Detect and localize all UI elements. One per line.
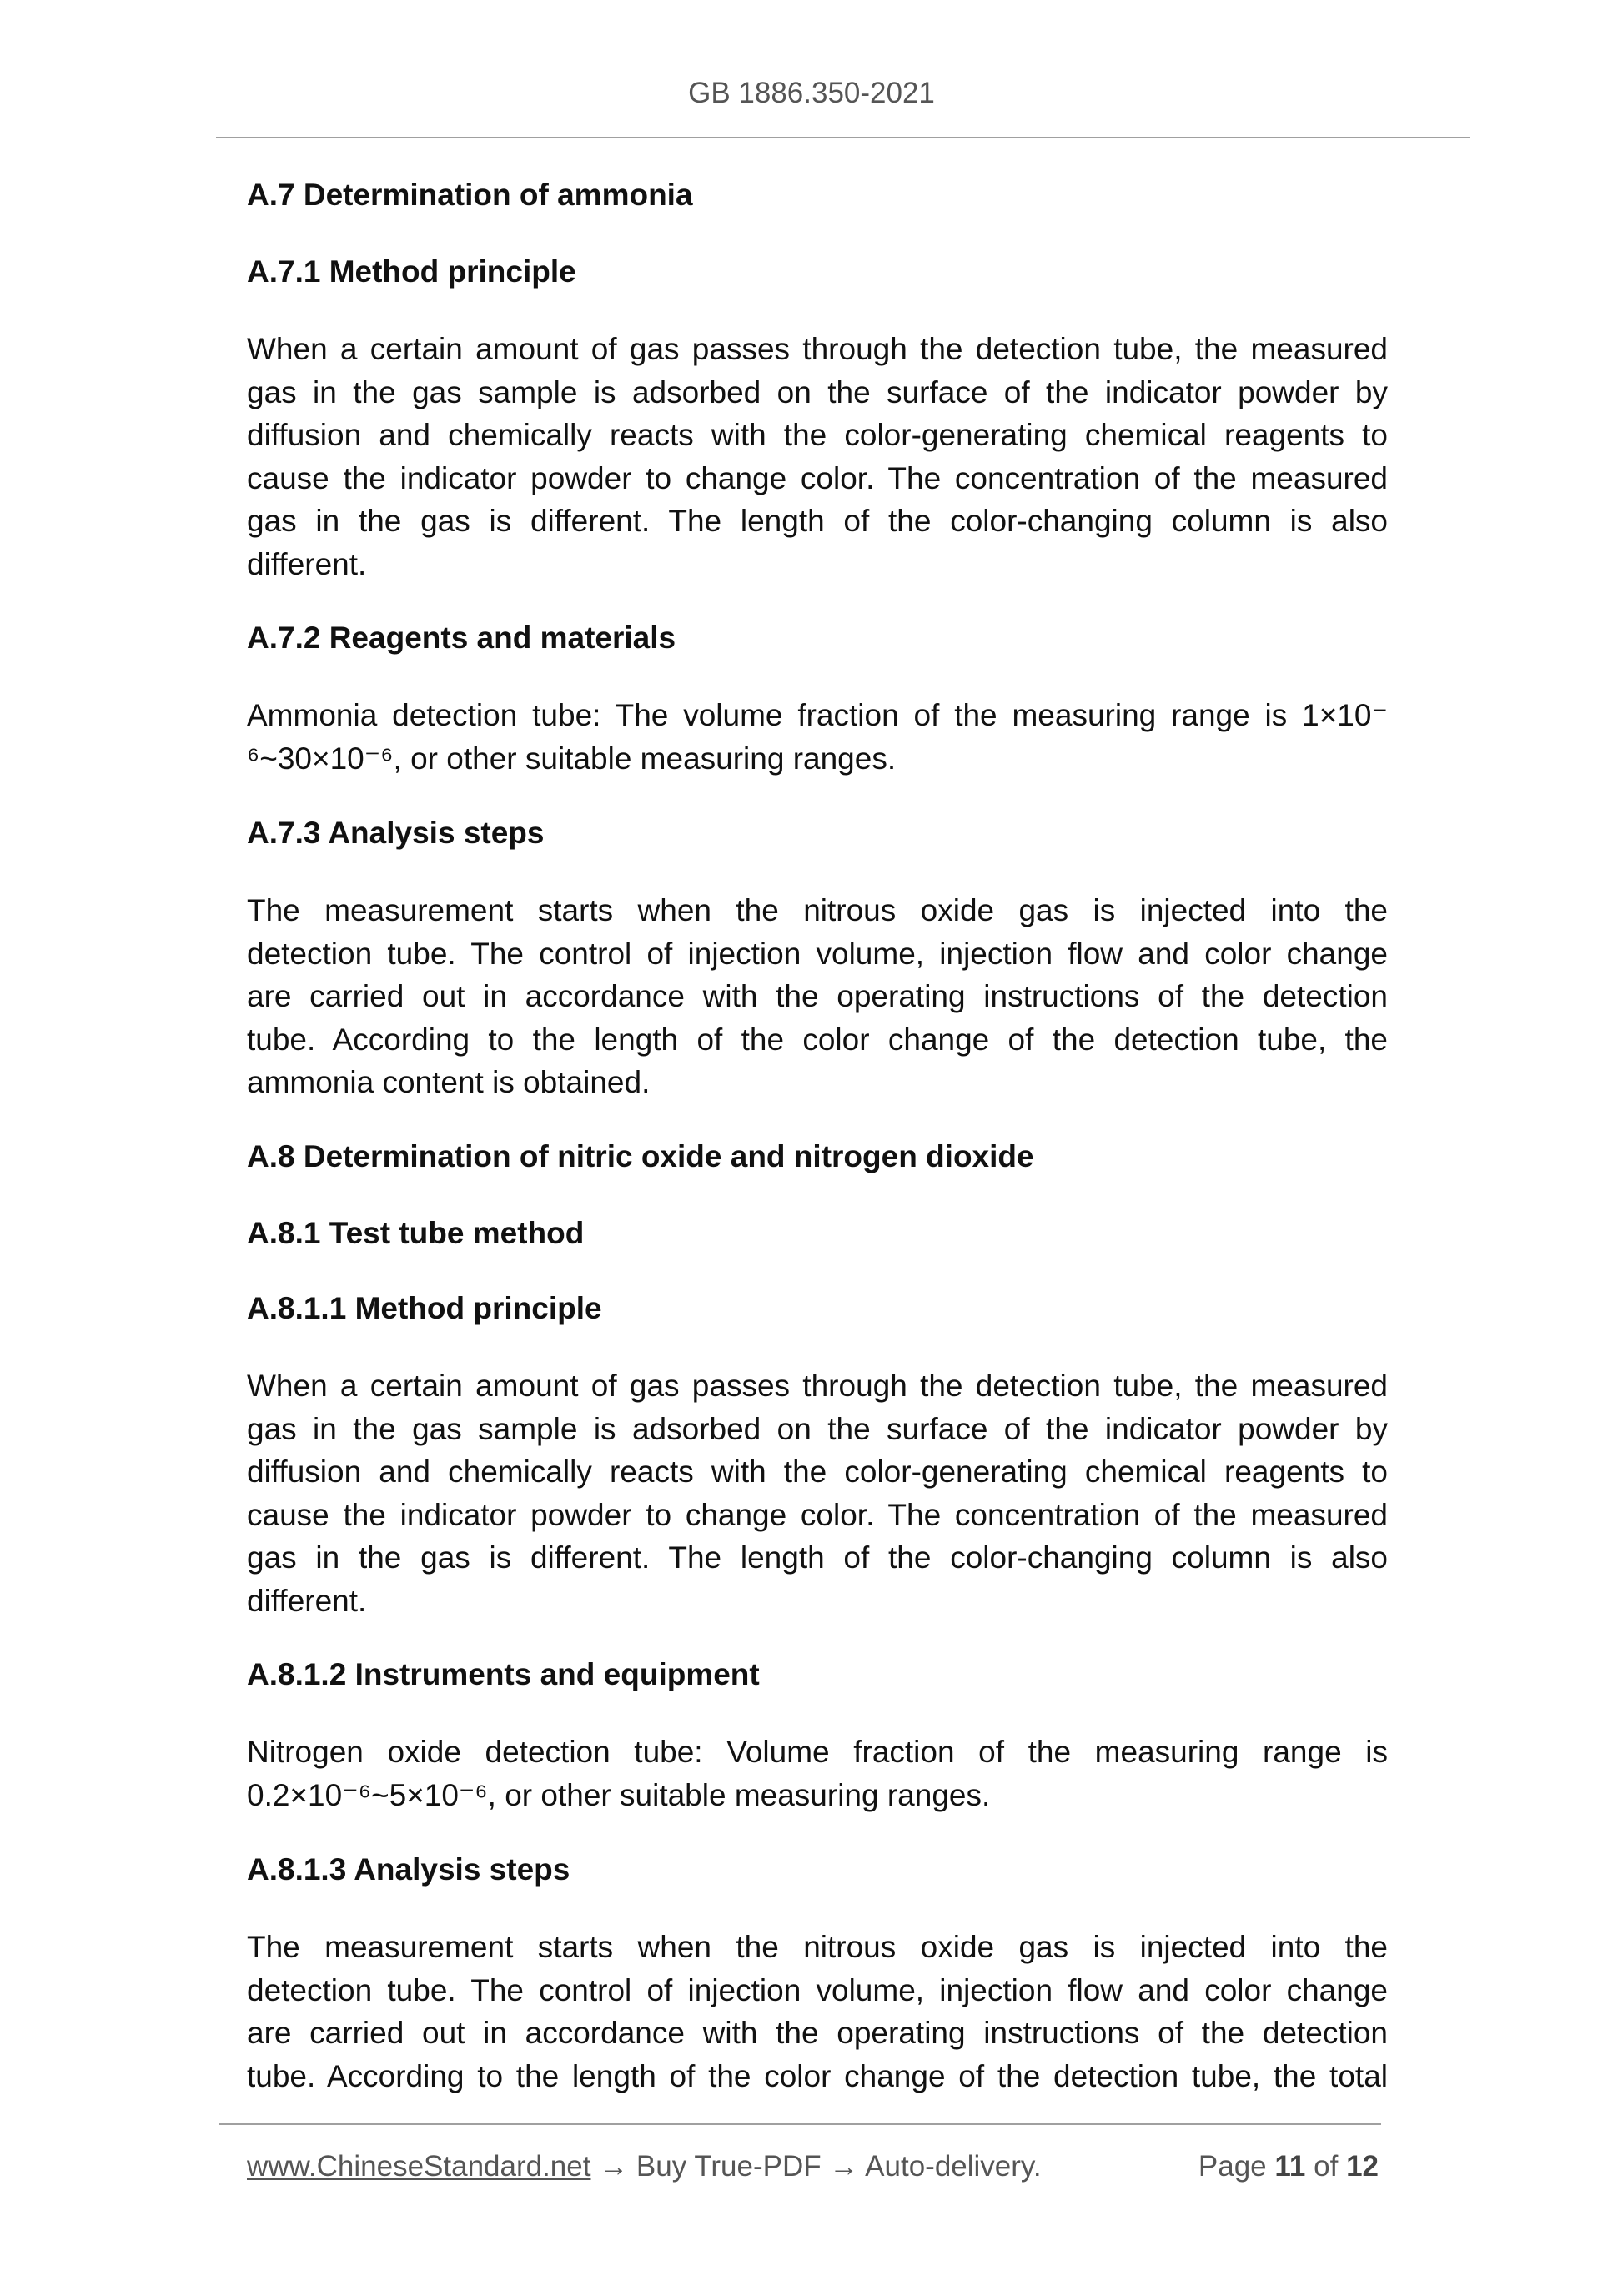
paragraph-a73 (247, 889, 1388, 1104)
paragraph-a811 (247, 1364, 1388, 1623)
footer-divider (219, 2123, 1381, 2125)
text-line: gas in the gas is different. The length of the color-changing column is also (247, 504, 1388, 539)
text-line: gas in the gas sample is adsorbed on the surface of the indicator powder by (247, 1411, 1388, 1446)
website-link[interactable]: www.ChineseStandard.net (247, 2150, 591, 2183)
text-line: tube. According to the length of the color change of the detection tube, the (247, 1022, 1388, 1057)
running-header: GB 1886.350-2021 (688, 77, 935, 109)
heading-a7: A.7 Determination of ammonia (247, 178, 693, 212)
text-line: detection tube. The control of injection volume, injection flow and color change (247, 936, 1388, 971)
text-line: When a certain amount of gas passes through the detection tube, the measured (247, 1369, 1388, 1403)
text-line: The measurement starts when the nitrous oxide gas is injected into the (247, 893, 1388, 927)
text-line: detection tube. The control of injection volume, injection flow and color change (247, 1972, 1388, 2007)
footer (247, 2150, 1381, 2183)
heading-a72: A.7.2 Reagents and materials (247, 620, 676, 655)
paragraph-a71 (247, 328, 1388, 586)
text-line: cause the indicator powder to change color. The concentration of the measured (247, 1497, 1388, 1532)
text-line: Nitrogen oxide detection tube: Volume fraction of the measuring range is (247, 1735, 1388, 1769)
text-line: gas in the gas is different. The length of the color-changing column is also (247, 1540, 1388, 1575)
heading-a813: A.8.1.3 Analysis steps (247, 1852, 570, 1887)
footer-tagline: → Buy True-PDF → Auto-delivery. (590, 2150, 1042, 2183)
heading-a71: A.7.1 Method principle (247, 254, 576, 289)
text-line: are carried out in accordance with the operating instructions of the detection (247, 2016, 1388, 2051)
page-total: 12 (1346, 2150, 1379, 2183)
heading-a73: A.7.3 Analysis steps (247, 816, 545, 850)
paragraph-a72 (247, 694, 1388, 780)
text-line: 0.2×10⁻⁶~5×10⁻⁶, or other suitable measuring ranges. (247, 1777, 991, 1812)
header-divider (216, 137, 1470, 138)
text-line: tube. According to the length of the color change of the detection tube, the total (247, 2058, 1388, 2093)
text-line: diffusion and chemically reacts with the color-generating chemical reagents to (247, 1454, 1388, 1490)
text-line: ⁶~30×10⁻⁶, or other suitable measuring ranges. (247, 741, 897, 776)
page-label: Page (1198, 2150, 1267, 2183)
text-line: Ammonia detection tube: The volume fraction of the measuring range is 1×10⁻ (247, 698, 1388, 732)
text-line: are carried out in accordance with the operating instructions of the detection (247, 979, 1388, 1014)
text-line: cause the indicator powder to change color. The concentration of the measured (247, 460, 1388, 495)
paragraph-a813 (247, 1926, 1388, 2098)
text-line: diffusion and chemically reacts with the color-generating chemical reagents to (247, 418, 1388, 453)
page-indicator (1198, 2150, 1379, 2183)
heading-a811: A.8.1.1 Method principle (247, 1291, 602, 1325)
heading-a8: A.8 Determination of nitric oxide and nitrogen dioxide (247, 1139, 1034, 1173)
heading-a812: A.8.1.2 Instruments and equipment (247, 1657, 760, 1691)
text-line: The measurement starts when the nitrous oxide gas is injected into the (247, 1930, 1388, 1964)
paragraph-a812 (247, 1731, 1388, 1816)
of-label: of (1314, 2150, 1339, 2183)
text-line: gas in the gas sample is adsorbed on the surface of the indicator powder by (247, 374, 1388, 409)
text-line: different. (247, 546, 367, 581)
text-line: different. (247, 1583, 367, 1618)
page-number: 11 (1274, 2150, 1306, 2183)
heading-a81: A.8.1 Test tube method (247, 1216, 585, 1250)
text-line: ammonia content is obtained. (247, 1065, 651, 1100)
text-line: When a certain amount of gas passes through the detection tube, the measured (247, 332, 1388, 366)
